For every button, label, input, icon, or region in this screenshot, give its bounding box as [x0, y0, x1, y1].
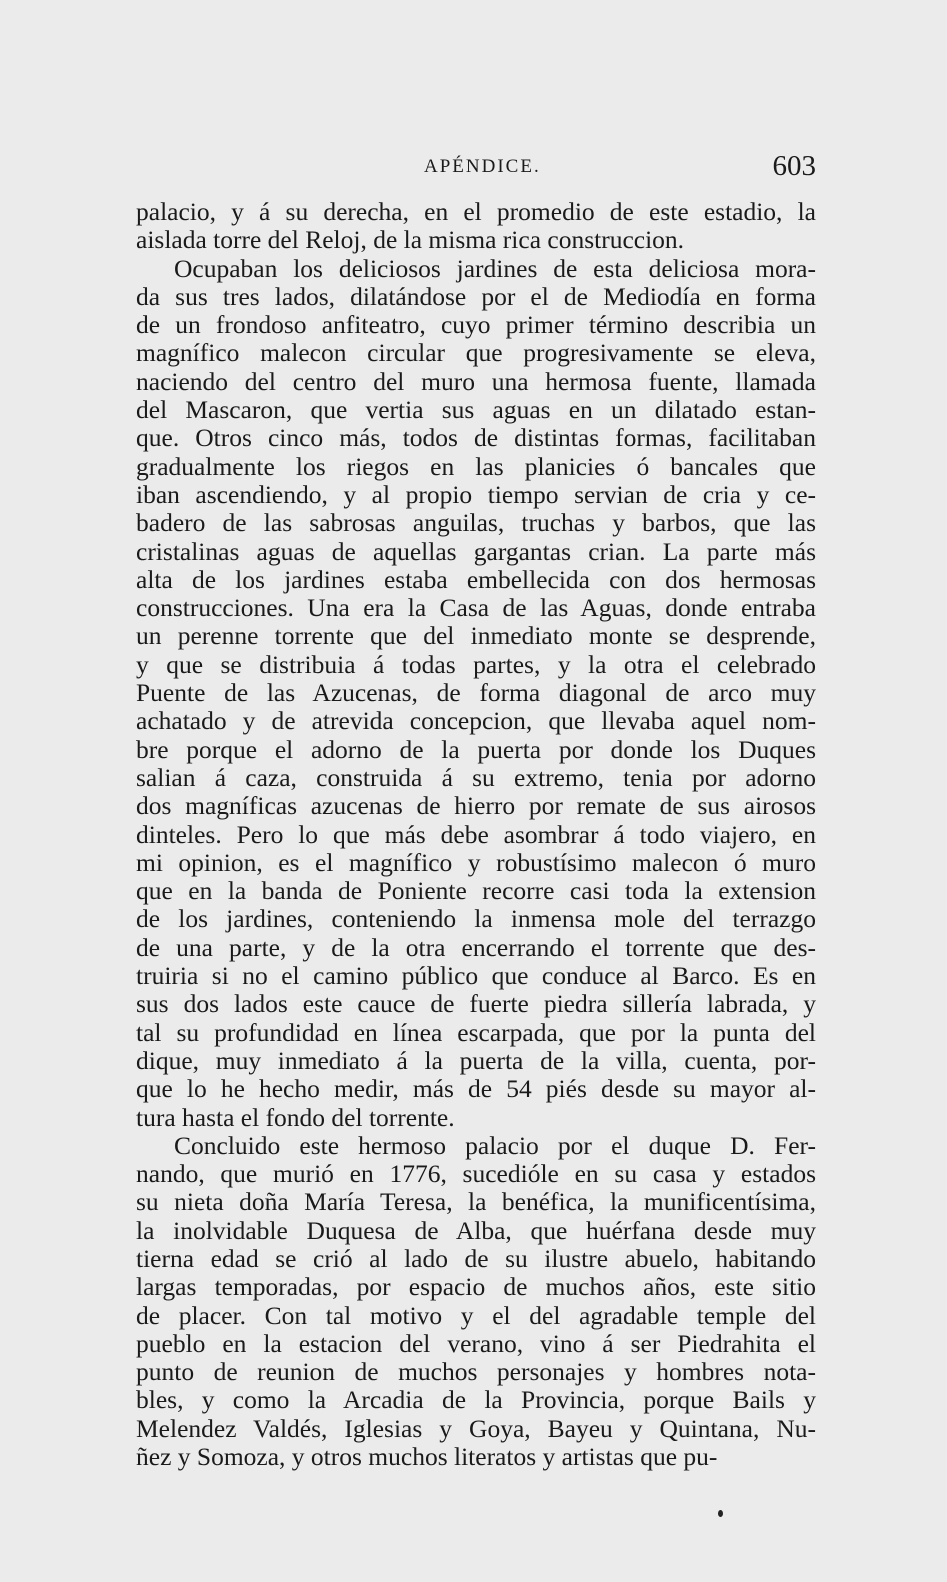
text-line: dinteles. Pero lo que más debe asombrar á todo viajero, en [136, 819, 816, 849]
text-line: punto de reunion de muchos personajes y hombres nota- [136, 1357, 816, 1387]
paragraph [136, 198, 816, 255]
text-line: pueblo en la estacion del verano, vino á ser Piedrahita el [136, 1328, 816, 1358]
text-line: bre porque el adorno de la puerta por donde los Duques [136, 734, 816, 764]
text-line: iban ascendiendo, y al propio tiempo servian de cria y ce- [136, 479, 816, 509]
text-line: del Mascaron, que vertia sus aguas en un dilatado estan- [136, 395, 816, 425]
text-line: mi opinion, es el magnífico y robustísimo malecon ó muro [136, 847, 816, 877]
text-line: alta de los jardines estaba embellecida con dos hermosas [136, 564, 816, 594]
text-line: un perenne torrente que del inmediato monte se desprende, [136, 621, 816, 651]
text-line: largas temporadas, por espacio de muchos años, este sitio [136, 1272, 816, 1302]
text-line: magnífico malecon circular que progresivamente se eleva, [136, 338, 816, 368]
text-line: su nieta doña María Teresa, la benéfica, la munificentísima, [136, 1187, 816, 1217]
text-line: achatado y de atrevida concepcion, que llevaba aquel nom- [136, 706, 816, 736]
text-line: truiria si no el camino público que conduce al Barco. Es en [136, 961, 816, 991]
text-line: de una parte, y de la otra encerrando el torrente que des- [136, 932, 816, 962]
text-line: construcciones. Una era la Casa de las Aguas, donde entraba [136, 593, 816, 623]
body-text [136, 198, 816, 1471]
text-line: nando, que murió en 1776, sucedióle en su casa y estados [136, 1159, 816, 1189]
text-line: Puente de las Azucenas, de forma diagonal de arco muy [136, 678, 816, 708]
text-line: la inolvidable Duquesa de Alba, que huérfana desde muy [136, 1215, 816, 1245]
running-head: APÉNDICE. [424, 156, 541, 177]
text-line: dos magníficas azucenas de hierro por remate de sus airosos [136, 791, 816, 821]
text-line: de los jardines, conteniendo la inmensa mole del terrazgo [136, 904, 816, 934]
text-line: sus dos lados este cauce de fuerte piedra sillería labrada, y [136, 989, 816, 1019]
text-line: Concluido este hermoso palacio por el duque D. Fer- [174, 1130, 816, 1160]
text-line: tierna edad se crió al lado de su ilustre abuelo, habitando [136, 1243, 816, 1273]
text-line: aislada torre del Reloj, de la misma rica construccion. [136, 225, 685, 255]
text-line: tura hasta el fondo del torrente. [136, 1102, 455, 1132]
page-header [136, 150, 816, 186]
text-line: badero de las sabrosas anguilas, truchas y barbos, que las [136, 508, 816, 538]
text-line: gradualmente los riegos en las planicies ó bancales que [136, 451, 816, 481]
text-line: que lo he hecho medir, más de 54 piés desde su mayor al- [136, 1074, 816, 1104]
text-line: cristalinas aguas de aquellas gargantas crian. La parte más [136, 536, 816, 566]
text-line: bles, y como la Arcadia de la Provincia, porque Bails y [136, 1385, 816, 1415]
text-line: naciendo del centro del muro una hermosa fuente, llamada [136, 366, 816, 396]
text-line: tal su profundidad en línea escarpada, que por la punta del [136, 1017, 816, 1047]
text-line: da sus tres lados, dilatándose por el de Mediodía en forma [136, 281, 816, 311]
text-line: y que se distribuia á todas partes, y la otra el celebrado [136, 649, 816, 679]
text-line: que. Otros cinco más, todos de distintas formas, facilitaban [136, 423, 816, 453]
text-line: que en la banda de Poniente recorre casi toda la extension [136, 876, 816, 906]
text-line: de placer. Con tal motivo y el del agradable temple del [136, 1300, 816, 1330]
paragraph [136, 255, 816, 1132]
text-line: Ocupaban los deliciosos jardines de esta deliciosa mora- [174, 253, 816, 283]
text-line: Melendez Valdés, Iglesias y Goya, Bayeu y Quintana, Nu- [136, 1413, 816, 1443]
text-line: salian á caza, construida á su extremo, tenia por adorno [136, 762, 816, 792]
ink-speck [718, 1510, 723, 1517]
text-line: de un frondoso anfiteatro, cuyo primer término describia un [136, 310, 816, 340]
text-line: dique, muy inmediato á la puerta de la villa, cuenta, por- [136, 1045, 816, 1075]
text-line: palacio, y á su derecha, en el promedio de este estadio, la [136, 197, 816, 226]
paragraph [136, 1132, 816, 1472]
page-number: 603 [772, 150, 816, 182]
text-line: ñez y Somoza, y otros muchos literatos y artistas que pu- [136, 1442, 718, 1472]
